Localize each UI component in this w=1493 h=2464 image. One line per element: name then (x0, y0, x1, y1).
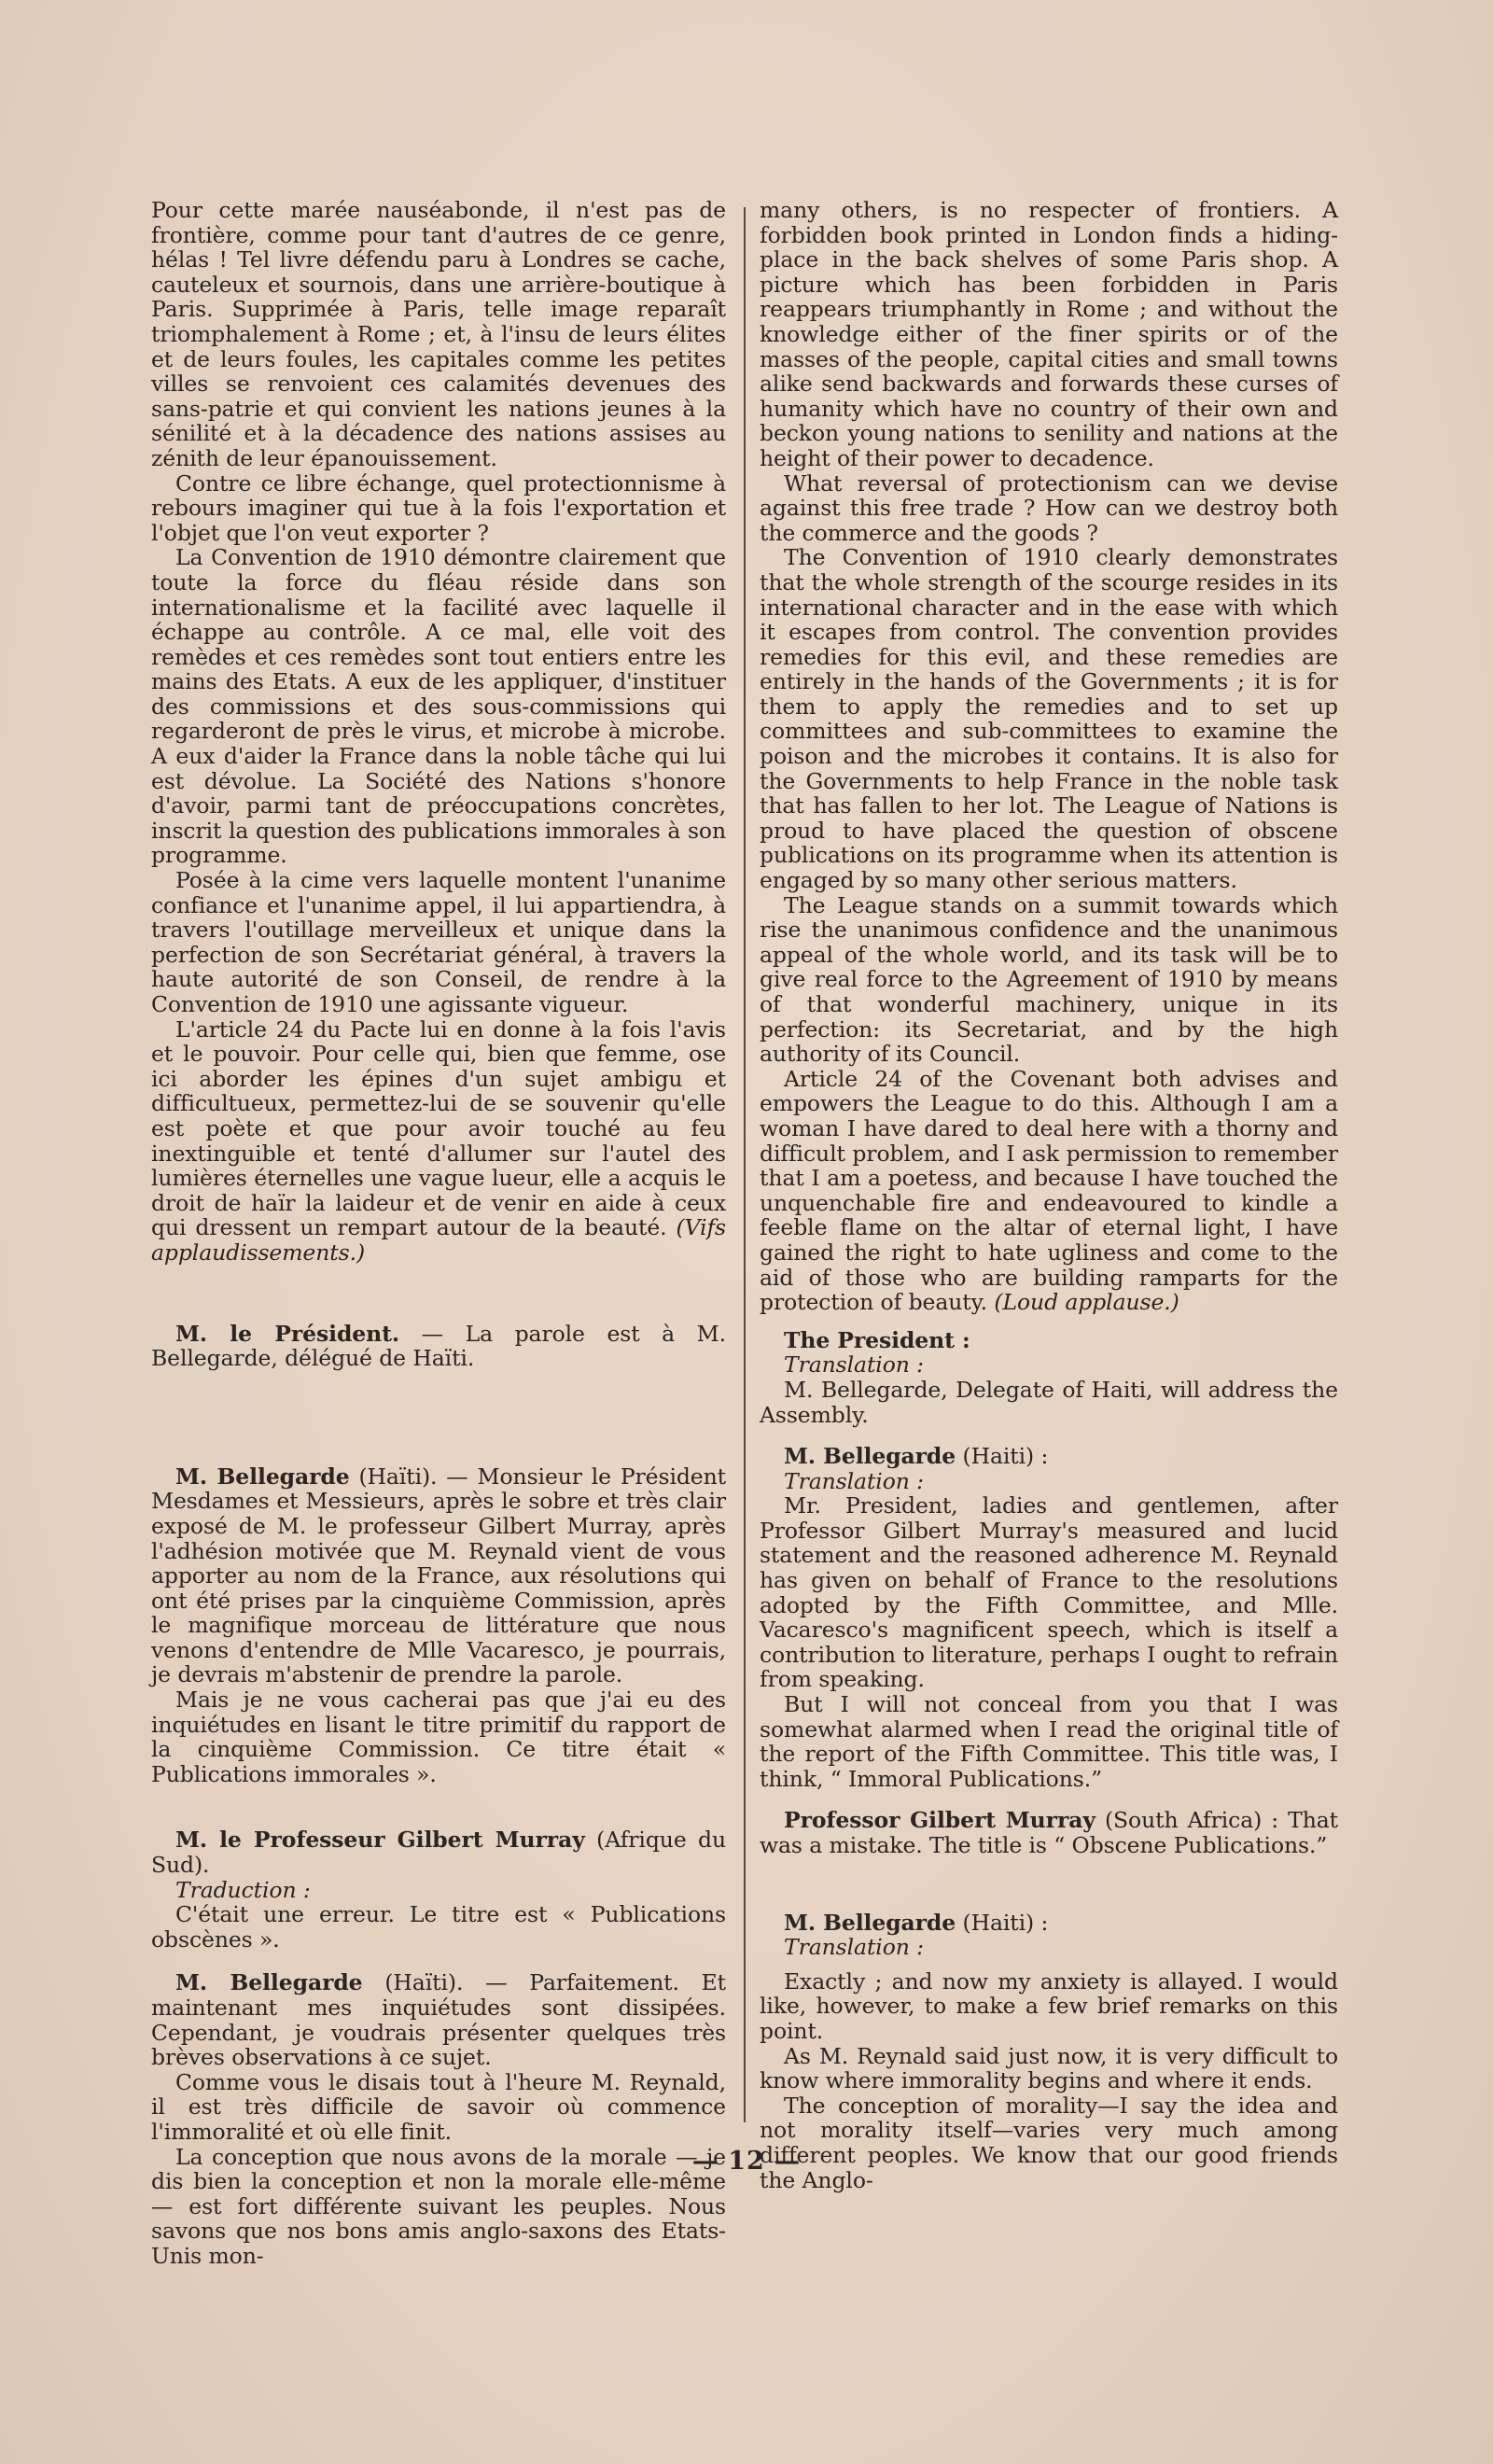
paragraph: The Convention of 1910 clearly demonstrates that the whole strength of the scourge resides in its international character and in the ease with which it escapes from control. The convention provides remedies for this evil, and these remedies are entirely in the hands of the Governments ; it is for them to apply the remedies and to set up committees and sub-committees to examine the poison and the microbes it contains. It is also for the Governments to help France in the noble task that has fallen to her lot. The League of Nations is proud to have placed the question of obscene publications on its programme when its attention is engaged by so many other serious matters. (760, 544, 1338, 894)
speaker-name: M. le Professeur Gilbert Murray (175, 1827, 585, 1854)
paragraph: The League stands on a summit towards which rise the unanimous confidence and the unanimous appeal of the whole world, and its task will be to give real force to the Agreement of 1910 by means of that wonderful machinery, unique in its perfection: its Secretariat, and by the high authority of its Council. (760, 891, 1338, 1068)
speaker-name: M. Bellegarde (175, 1463, 350, 1490)
french-column (151, 198, 726, 2269)
paragraph: Exactly ; and now my anxiety is allayed. I would like, however, to make a few brief remarks on this point. (760, 1967, 1338, 2044)
speaker-country: (Haiti) : (962, 1443, 1049, 1470)
applause-note: (Loud applause.) (994, 1289, 1179, 1316)
speech-text: — Parfaitement. Et maintenant mes inquiétudes sont dissipées. Cependant, je voudrais présenter quelques très brèves observations à ce sujet. (151, 1969, 727, 2071)
speaker-name: M. Bellegarde (784, 1909, 956, 1936)
speaker-entry (151, 1322, 726, 1371)
paragraph-text: Article 24 of the Covenant both advises and empowers the League to do this. Although I am a woman I have dared to deal here with a thorny and difficult problem, and I ask permission to remember that I am a poetess, and because I have touched the unquenchable fire and endeavoured to kindle a feeble flame on the altar of eternal light, I have gained the right to hate ugliness and come to the aid of those who are building ramparts for the protection of beauty. (760, 1065, 1338, 1316)
paragraph-text: L'article 24 du Pacte lui en donne à la fois l'avis et le pouvoir. Pour celle qui, bien que femme, ose ici aborder les épines d'un sujet ambigu et difficultueux, permettez-lui de se souvenir qu'elle est poète et que pour avoir touché au feu inextinguible et tenté d'allumer sur l'autel des lumières éternelles une vague lueur, elle a acquis le droit de haïr la laideur et de venir en aide à ceux qui dressent un rempart autour de la beauté. (151, 1015, 726, 1241)
speaker-name: Professor Gilbert Murray (784, 1807, 1095, 1834)
paragraph: La conception que nous avons de la morale — je dis bien la conception et non la morale elle-même — est fort différente suivant les peuples. Nous savons que nos bons amis anglo-saxons des Etats-Unis mon- (151, 2143, 726, 2269)
english-column (760, 198, 1338, 2192)
paragraph: Mr. President, ladies and gentlemen, after Professor Gilbert Murray's measured and lucid statement and the reasoned adherence M. Reynald has given on behalf of France to the resolutions adopted by the Fifth Committee, and Mlle. Vacaresco's magnificent speech, which is itself a contribution to literature, perhaps I ought to refrain from speaking. (760, 1492, 1338, 1693)
speaker-name: M. Bellegarde (784, 1443, 956, 1470)
speaker-country: (South Africa) : (1104, 1807, 1279, 1834)
paragraph: many others, is no respecter of frontiers. A forbidden book printed in London finds a hiding-place in the back shelves of some Paris shop. A picture which has been forbidden in Paris reappears triumphantly in Rome ; and without the knowledge either of the finer spirits or of the masses of the people, capital cities and small towns alike send backwards and forwards these curses of humanity which have no country of their own and beckon young nations to senility and nations at the height of their power to decadence. (760, 197, 1338, 471)
speech-text: That was a mistake. The title is “ Obscene Publications.” (760, 1807, 1339, 1858)
speech-text: — Monsieur le Président Mesdames et Messieurs, après le sobre et très clair exposé de M. le professeur Gilbert Murray, après l'adhésion motivée que M. Reynald vient de vous apporter au nom de la France, aux résolutions qui ont été prises par la cinquième Commission, après le magnifique morceau de littérature que nous venons d'entendre de Mlle Vacaresco, je pourrais, je devrais m'abstenir de prendre la parole. (151, 1463, 726, 1688)
applause-note: (Vifs applaudissements.) (151, 1214, 726, 1266)
paragraph: Mais je ne vous cacherai pas que j'ai eu des inquiétudes en lisant le titre primitif du rapport de la cinquième Commission. Ce titre était « Publications immorales ». (151, 1687, 726, 1787)
translation-label: Translation : (784, 1467, 924, 1494)
paragraph: C'était une erreur. Le titre est « Publications obscènes ». (151, 1901, 726, 1953)
translation-label: Translation : (784, 1351, 924, 1379)
paragraph: But I will not conceal from you that I was somewhat alarmed when I read the original title of the report of the Fifth Committee. This title was, I think, “ Immoral Publications.” (760, 1691, 1338, 1792)
paragraph: Posée à la cime vers laquelle montent l'unanime confiance et l'unanime appel, il lui appartiendra, à travers l'outillage merveilleux et unique dans la perfection de son Secrétariat général, à travers la haute autorité de son Conseil, de rendre à la Convention de 1910 une agissante vigueur. (151, 867, 726, 1017)
speaker-entry (151, 1464, 726, 1687)
column-divider (744, 207, 746, 2122)
speaker-entry (151, 1970, 726, 2069)
speaker-name: M. Bellegarde (175, 1969, 363, 1996)
speaker-entry (760, 1444, 1338, 1469)
speaker-country: (Haiti) : (962, 1909, 1049, 1936)
speech-text: — La parole est à M. Bellegarde, délégué de Haïti. (151, 1320, 726, 1372)
paragraph (760, 1067, 1338, 1315)
speaker-name: M. le Président. (175, 1320, 399, 1347)
paragraph: The conception of morality—I say the idea and not morality itself—varies very much among different peoples. We know that our good friends the Anglo- (760, 2092, 1338, 2193)
paragraph (151, 1017, 726, 1266)
paragraph: M. Bellegarde, Delegate of Haiti, will address the Assembly. (760, 1376, 1338, 1428)
speaker-country: (Afrique du Sud). (151, 1827, 727, 1879)
page-number: — 12 — (691, 2147, 802, 2176)
translation-label: Translation : (784, 1934, 924, 1961)
speaker-country: (Haïti). (358, 1463, 438, 1490)
paragraph: As M. Reynald said just now, it is very difficult to know where immorality begins and where it ends. (760, 2042, 1338, 2094)
paragraph: Comme vous le disais tout à l'heure M. Reynald, il est très difficile de savoir où commence l'immoralité et où elle finit. (151, 2068, 726, 2145)
speaker-country: (Haïti). (384, 1969, 464, 1996)
speaker-entry (760, 1808, 1338, 1857)
paragraph: La Convention de 1910 démontre clairement que toute la force du fléau réside dans son internationalisme et la facilité avec laquelle il échappe au contrôle. A ce mal, elle voit des remèdes et ces remèdes sont tout entiers entre les mains des Etats. A eux de les appliquer, d'instituer des commissions et des sous-commissions qui regarderont de près le virus, et microbe à microbe. A eux d'aider la France dans la noble tâche qui lui est dévolue. La Société des Nations s'honore d'avoir, parmi tant de préoccupations concrètes, inscrit la question des publications immorales à son programme. (151, 544, 726, 869)
paragraph: Pour cette marée nauséabonde, il n'est pas de frontière, comme pour tant d'autres de ce genre, hélas ! Tel livre défendu paru à Londres se cache, cauteleux et sournois, dans une arrière-boutique à Paris. Supprimée à Paris, telle image reparaît triomphalement à Rome ; et, à l'insu de leurs élites et de leurs foules, les capitales comme les petites villes se renvoient ces calamités devenues des sans-patrie et qui convient les nations jeunes à la sénilité et à la décadence des nations assises au zénith de leur épanouissement. (151, 197, 726, 471)
speaker-name: The President : (784, 1326, 970, 1353)
translation-label: Traduction : (175, 1876, 311, 1903)
paragraph: Contre ce libre échange, quel protectionnisme à rebours imaginer qui tue à la fois l'exportation et l'objet que l'on veut exporter ? (151, 469, 726, 546)
speaker-entry (151, 1827, 726, 1877)
speaker-entry (760, 1911, 1338, 1936)
paragraph: What reversal of protectionism can we devise against this free trade ? How can we destroy both the commerce and the goods ? (760, 469, 1338, 546)
